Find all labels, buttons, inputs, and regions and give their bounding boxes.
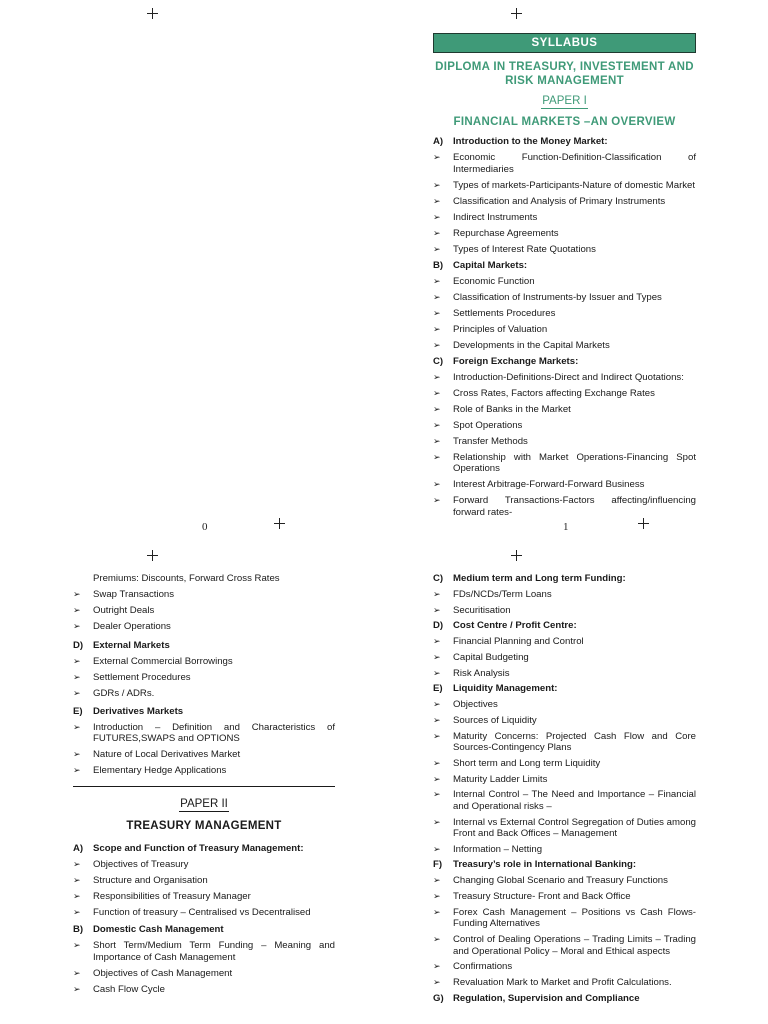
list-item <box>433 180 696 192</box>
list-item <box>433 212 696 224</box>
list-item <box>433 404 696 416</box>
arrow-bullet-icon: ➢ <box>73 983 81 994</box>
list-item <box>73 859 335 871</box>
section-heading <box>433 683 696 695</box>
section-title: Capital Markets: <box>453 259 528 271</box>
list-item-text: Transfer Methods <box>453 435 528 447</box>
list-item <box>73 589 335 601</box>
list-item-text: Principles of Valuation <box>453 323 548 335</box>
section-heading <box>433 993 696 1005</box>
arrow-bullet-icon: ➢ <box>433 291 441 302</box>
section-title: Liquidity Management: <box>453 683 558 695</box>
list-item-text: Swap Transactions <box>93 588 175 600</box>
list-item <box>433 774 696 786</box>
continuation-line: Premiums: Discounts, Forward Cross Rates <box>93 573 280 584</box>
arrow-bullet-icon: ➢ <box>433 816 441 827</box>
arrow-bullet-icon: ➢ <box>73 765 81 775</box>
list-item <box>433 875 696 887</box>
list-item-text: Forex Cash Management – Positions vs Cash Flows-Funding Alternatives <box>453 906 696 930</box>
syllabus-left-column <box>73 573 335 1000</box>
paper-one-sections-continued <box>73 640 335 777</box>
list-item-text: Cash Flow Cycle <box>93 983 165 995</box>
arrow-bullet-icon: ➢ <box>433 589 441 599</box>
list-item-text: Spot Operations <box>453 419 523 431</box>
paper-one-sections <box>433 136 696 518</box>
arrow-bullet-icon: ➢ <box>433 843 441 854</box>
section-heading <box>433 859 696 871</box>
arrow-bullet-icon: ➢ <box>433 495 441 505</box>
list-item <box>433 292 696 304</box>
arrow-bullet-icon: ➢ <box>433 699 441 710</box>
section-heading <box>433 620 696 632</box>
arrow-bullet-icon: ➢ <box>73 940 81 950</box>
arrow-bullet-icon: ➢ <box>433 934 441 944</box>
list-item-text: Role of Banks in the Market <box>453 403 571 415</box>
registration-mark-icon <box>274 518 285 529</box>
list-item <box>433 308 696 320</box>
arrow-bullet-icon: ➢ <box>433 758 441 768</box>
arrow-bullet-icon: ➢ <box>433 604 441 615</box>
paper-two-sections <box>73 843 335 996</box>
list-item <box>433 891 696 903</box>
list-item <box>73 605 335 617</box>
list-item <box>433 731 696 754</box>
paper-two-sections-continued <box>433 573 696 1005</box>
list-item-text: Objectives <box>453 699 498 711</box>
list-item-text: Internal vs External Control Segregation of Duties among Front and Back Offices – Management <box>453 816 696 840</box>
arrow-bullet-icon: ➢ <box>73 858 81 869</box>
list-item <box>433 152 696 175</box>
arrow-bullet-icon: ➢ <box>433 961 441 972</box>
list-item <box>73 968 335 980</box>
list-item <box>433 907 696 930</box>
list-item-text: Classification and Analysis of Primary Instruments <box>453 195 666 207</box>
list-item <box>433 758 696 770</box>
section-divider <box>73 786 335 787</box>
list-item <box>73 672 335 684</box>
list-item <box>433 196 696 208</box>
section-letter: D) <box>433 620 444 632</box>
arrow-bullet-icon: ➢ <box>433 403 441 414</box>
list-item <box>433 636 696 648</box>
section-heading <box>433 573 696 585</box>
list-item-text: Interest Arbitrage-Forward-Forward Business <box>453 479 645 490</box>
arrow-bullet-icon: ➢ <box>433 636 441 647</box>
list-item <box>73 749 335 761</box>
list-item <box>433 420 696 432</box>
section-heading <box>433 136 696 148</box>
list-item-text: Types of Interest Rate Quotations <box>453 243 596 255</box>
section-title: Scope and Function of Treasury Management: <box>93 842 304 854</box>
list-item <box>433 817 696 840</box>
list-item <box>73 984 335 996</box>
arrow-bullet-icon: ➢ <box>433 243 441 254</box>
list-item-text: Elementary Hedge Applications <box>93 765 227 776</box>
list-item-text: Settlements Procedures <box>453 307 556 319</box>
syllabus-right-column <box>433 573 696 1009</box>
arrow-bullet-icon: ➢ <box>433 451 441 462</box>
list-item-text: Introduction – Definition and Characteristics of FUTURES,SWAPS and OPTIONS <box>93 721 335 744</box>
list-item <box>73 940 335 963</box>
list-item <box>433 276 696 288</box>
arrow-bullet-icon: ➢ <box>433 891 441 902</box>
list-item-text: Dealer Operations <box>93 620 171 632</box>
arrow-bullet-icon: ➢ <box>73 672 81 682</box>
list-item <box>73 891 335 903</box>
list-item-text: Control of Dealing Operations – Trading Limits – Trading and Operational Policy – Moral and Ethical aspects <box>453 934 696 957</box>
section-letter: A) <box>73 842 84 854</box>
section-title: Derivatives Markets <box>93 705 184 717</box>
arrow-bullet-icon: ➢ <box>433 227 441 238</box>
list-item <box>433 652 696 664</box>
syllabus-banner: SYLLABUS <box>433 33 696 53</box>
section-title: Regulation, Supervision and Compliance <box>453 992 640 1004</box>
arrow-bullet-icon: ➢ <box>433 730 441 741</box>
section-letter: C) <box>433 355 444 367</box>
list-item-text: Developments in the Capital Markets <box>453 339 610 351</box>
list-item <box>433 340 696 352</box>
list-item-text: Treasury Structure- Front and Back Office <box>453 891 631 903</box>
section-title: Treasury’s role in International Banking: <box>453 859 637 871</box>
section-letter: E) <box>433 683 443 695</box>
list-item <box>433 668 696 680</box>
list-item-text: Changing Global Scenario and Treasury Functions <box>453 875 668 887</box>
arrow-bullet-icon: ➢ <box>433 906 441 917</box>
list-item-text: Information – Netting <box>453 843 543 855</box>
section-letter: G) <box>433 992 444 1004</box>
list-item-text: Short Term/Medium Term Funding – Meaning and Importance of Cash Management <box>93 940 335 963</box>
list-item-text: Internal Control – The Need and Importance – Financial and Operational risks – <box>453 789 696 812</box>
arrow-bullet-icon: ➢ <box>433 435 441 446</box>
paper-two-title: TREASURY MANAGEMENT <box>126 819 282 832</box>
section-heading <box>73 640 335 652</box>
arrow-bullet-icon: ➢ <box>433 275 441 286</box>
page-number-left: 0 <box>202 521 208 533</box>
list-item <box>73 907 335 919</box>
list-item-text: Maturity Concerns: Projected Cash Flow and Core Sources-Contingency Plans <box>453 730 696 754</box>
arrow-bullet-icon: ➢ <box>73 620 81 631</box>
section-heading <box>433 260 696 272</box>
section-letter: B) <box>73 924 84 935</box>
list-item-text: Short term and Long term Liquidity <box>453 758 601 769</box>
arrow-bullet-icon: ➢ <box>73 749 81 759</box>
list-item <box>433 605 696 617</box>
list-item <box>73 765 335 777</box>
list-item <box>433 324 696 336</box>
arrow-bullet-icon: ➢ <box>433 211 441 222</box>
list-item-text: Classification of Instruments-by Issuer and Types <box>453 291 662 303</box>
arrow-bullet-icon: ➢ <box>433 371 441 382</box>
arrow-bullet-icon: ➢ <box>433 715 441 726</box>
list-item-text: Responsibilities of Treasury Manager <box>93 890 251 902</box>
list-item-text: Nature of Local Derivatives Market <box>93 749 241 760</box>
paper-one-heading: PAPER I <box>542 95 587 107</box>
list-item-text: Repurchase Agreements <box>453 227 559 239</box>
list-item <box>433 789 696 812</box>
arrow-bullet-icon: ➢ <box>433 773 441 784</box>
list-item-text: Relationship with Market Operations-Financing Spot Operations <box>453 451 696 474</box>
section-title: Cost Centre / Profit Centre: <box>453 620 577 632</box>
list-item <box>433 479 696 491</box>
section-letter: D) <box>73 640 84 651</box>
arrow-bullet-icon: ➢ <box>433 323 441 334</box>
list-item <box>433 844 696 856</box>
arrow-bullet-icon: ➢ <box>433 479 441 489</box>
list-item <box>433 452 696 475</box>
list-item <box>433 436 696 448</box>
section-title: Introduction to the Money Market: <box>453 136 608 147</box>
arrow-bullet-icon: ➢ <box>433 419 441 430</box>
list-item-text: Indirect Instruments <box>453 211 538 223</box>
list-item-text: Settlement Procedures <box>93 672 191 683</box>
list-item-text: Structure and Organisation <box>93 874 208 886</box>
list-item-text: Cross Rates, Factors affecting Exchange Rates <box>453 387 655 399</box>
list-item-text: Objectives of Cash Management <box>93 967 233 979</box>
section-heading <box>433 356 696 368</box>
list-item-text: Financial Planning and Control <box>453 636 584 648</box>
arrow-bullet-icon: ➢ <box>433 179 441 190</box>
arrow-bullet-icon: ➢ <box>433 667 441 678</box>
list-item <box>433 495 696 518</box>
list-item-text: Risk Analysis <box>453 667 510 679</box>
list-item-text: Types of markets-Participants-Nature of domestic Market <box>453 179 696 191</box>
arrow-bullet-icon: ➢ <box>433 875 441 886</box>
list-item <box>73 722 335 745</box>
section-title: Foreign Exchange Markets: <box>453 355 579 367</box>
list-item-text: Revaluation Mark to Market and Profit Calculations. <box>453 976 672 988</box>
arrow-bullet-icon: ➢ <box>433 152 441 162</box>
section-letter: E) <box>73 705 83 717</box>
list-item-text: Confirmations <box>453 961 513 973</box>
list-item-text: Function of treasury – Centralised vs Decentralised <box>93 906 311 918</box>
list-item-text: Economic Function-Definition-Classification of Intermediaries <box>453 152 696 175</box>
list-item-text: Objectives of Treasury <box>93 858 189 870</box>
list-item <box>433 715 696 727</box>
arrow-bullet-icon: ➢ <box>433 789 441 800</box>
list-item-text: Outright Deals <box>93 604 155 616</box>
list-item <box>73 875 335 887</box>
list-item <box>433 228 696 240</box>
arrow-bullet-icon: ➢ <box>73 656 81 666</box>
list-item-text: Maturity Ladder Limits <box>453 773 548 785</box>
page-number-right: 1 <box>563 521 569 533</box>
registration-mark-icon <box>147 8 158 19</box>
section-title: Medium term and Long term Funding: <box>453 573 626 584</box>
arrow-bullet-icon: ➢ <box>73 967 81 978</box>
list-item <box>433 699 696 711</box>
arrow-bullet-icon: ➢ <box>73 890 81 901</box>
list-item-text: Forward Transactions-Factors affecting/influencing forward rates- <box>453 495 696 518</box>
list-item-text: Sources of Liquidity <box>453 715 537 727</box>
paper-two-heading: PAPER II <box>180 797 228 810</box>
section-title: Domestic Cash Management <box>93 924 224 935</box>
list-item <box>433 934 696 957</box>
section-heading <box>73 843 335 855</box>
list-item-text: Capital Budgeting <box>453 652 529 664</box>
paper-one-subtitle: FINANCIAL MARKETS –AN OVERVIEW <box>453 116 676 128</box>
section-letter: A) <box>433 136 444 147</box>
section-letter: C) <box>433 573 444 584</box>
arrow-bullet-icon: ➢ <box>73 721 81 732</box>
arrow-bullet-icon: ➢ <box>433 976 441 987</box>
arrow-bullet-icon: ➢ <box>433 652 441 663</box>
diploma-title: DIPLOMA IN TREASURY, INVESTEMENT AND RISK MANAGEMENT <box>435 61 694 87</box>
section-letter: B) <box>433 259 444 271</box>
registration-mark-icon <box>147 550 158 561</box>
list-item <box>73 688 335 700</box>
arrow-bullet-icon: ➢ <box>73 688 81 698</box>
arrow-bullet-icon: ➢ <box>73 906 81 917</box>
list-item-text: GDRs / ADRs. <box>93 688 155 699</box>
list-item <box>433 961 696 973</box>
registration-mark-icon <box>511 8 522 19</box>
list-item <box>73 656 335 668</box>
list-item-text: External Commercial Borrowings <box>93 656 233 667</box>
list-item <box>73 621 335 633</box>
arrow-bullet-icon: ➢ <box>433 339 441 350</box>
arrow-bullet-icon: ➢ <box>73 588 81 599</box>
list-item <box>433 589 696 601</box>
list-item <box>433 977 696 989</box>
syllabus-paper-one <box>433 33 696 523</box>
registration-mark-icon <box>511 550 522 561</box>
list-item <box>433 372 696 384</box>
list-item <box>433 244 696 256</box>
section-letter: F) <box>433 859 443 871</box>
arrow-bullet-icon: ➢ <box>433 307 441 318</box>
list-item-text: Securitisation <box>453 604 511 616</box>
arrow-bullet-icon: ➢ <box>433 195 441 206</box>
arrow-bullet-icon: ➢ <box>73 874 81 885</box>
arrow-bullet-icon: ➢ <box>73 604 81 615</box>
section-heading <box>73 924 335 936</box>
section-title: External Markets <box>93 640 170 651</box>
list-item-text: FDs/NCDs/Term Loans <box>453 589 552 600</box>
list-item-text: Introduction-Definitions-Direct and Indirect Quotations: <box>453 371 684 383</box>
list-item <box>433 388 696 400</box>
section-heading <box>73 706 335 718</box>
forex-continued-list <box>73 589 335 633</box>
arrow-bullet-icon: ➢ <box>433 387 441 398</box>
list-item-text: Economic Function <box>453 275 535 287</box>
